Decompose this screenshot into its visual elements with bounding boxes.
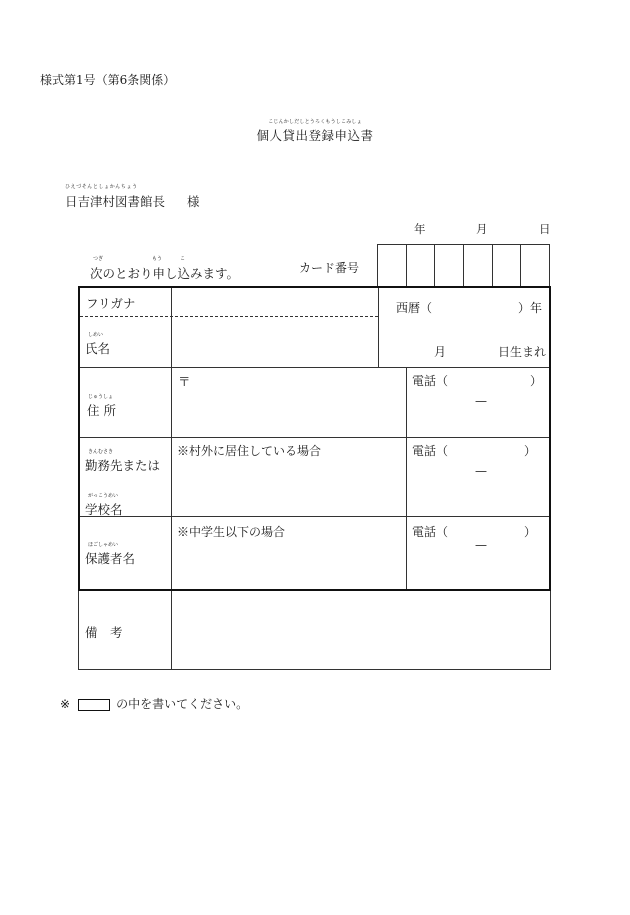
addressee-name: 日吉津村図書館長 [65, 194, 166, 209]
row-divider-1 [80, 367, 549, 368]
intro-text: 次のとおり申し込みます。 [90, 266, 240, 281]
guardian-phone-open: 電話（ [412, 525, 449, 539]
card-number-label: カード番号 [299, 261, 360, 275]
title-ruby: こじんかしだしとうろくもうしこみしょ [268, 119, 362, 125]
work-phone-dash: — [475, 464, 487, 478]
label-column-divider [171, 288, 172, 589]
card-digit-4[interactable] [464, 245, 493, 286]
card-digit-1[interactable] [378, 245, 407, 286]
date-year-label: 年 [414, 222, 426, 236]
intro-ruby-mou: もう [152, 256, 163, 262]
school-ruby: がっこうめい [88, 493, 119, 499]
card-number-boxes[interactable] [377, 244, 550, 286]
work-phone-input[interactable] [450, 440, 522, 460]
row-divider-2 [80, 437, 549, 438]
remarks-bottom-border [78, 669, 551, 670]
name-input[interactable] [174, 319, 376, 365]
bold-box-sample [78, 699, 110, 711]
address-phone-dash: — [475, 394, 487, 408]
table-left-border [78, 286, 80, 591]
card-digit-5[interactable] [493, 245, 522, 286]
card-digit-3[interactable] [435, 245, 464, 286]
remarks-right-border [550, 591, 551, 670]
work-phone-close: ） [524, 444, 537, 458]
furigana-input[interactable] [174, 290, 376, 314]
address-label: 住 所 [87, 403, 116, 418]
remarks-divider [171, 591, 172, 669]
school-label: 学校名 [85, 502, 123, 517]
birth-month-label: 月 [434, 345, 447, 359]
title-text: 個人貸出登録申込書 [256, 128, 374, 143]
birth-day-label: 日生まれ [498, 345, 547, 359]
form-title [255, 118, 375, 144]
name-ruby: しめい [88, 332, 104, 338]
intro-ruby-ko: こ [180, 256, 186, 262]
postal-mark: 〒 [178, 374, 191, 389]
work-input[interactable] [174, 460, 404, 514]
phone-column-divider [406, 368, 407, 589]
guardian-input[interactable] [174, 541, 404, 587]
work-label: 勤務先または [85, 458, 161, 473]
guardian-phone-input[interactable] [450, 521, 522, 541]
addressee [65, 183, 200, 210]
remarks-label: 備 考 [85, 625, 123, 640]
guardian-label: 保護者名 [85, 551, 136, 566]
table-top-border [78, 286, 551, 288]
date-month-label: 月 [476, 222, 488, 236]
work-note: ※村外に居住している場合 [177, 444, 322, 458]
address-input[interactable] [174, 370, 404, 435]
work-ruby: きんむさき [88, 449, 114, 455]
birth-column-divider [378, 288, 379, 368]
form-number: 様式第1号（第6条関係） [40, 73, 176, 87]
address-phone-input[interactable] [450, 370, 528, 390]
footer-note [60, 695, 248, 712]
remarks-input[interactable] [174, 594, 547, 667]
card-digit-6[interactable] [521, 245, 549, 286]
table-right-border [549, 286, 551, 591]
work-phone-open: 電話（ [412, 444, 449, 458]
address-phone-close: ） [530, 374, 543, 388]
footer-text: の中を書いてください。 [116, 697, 249, 711]
furigana-label: フリガナ [86, 296, 136, 311]
remarks-left-border [78, 591, 79, 670]
furigana-dashed-line [80, 316, 378, 317]
row-divider-3 [80, 516, 549, 517]
addressee-honorific: 様 [187, 194, 200, 209]
guardian-ruby: ほごしゃめい [88, 542, 119, 548]
guardian-phone-close: ） [524, 525, 537, 539]
name-label: 氏名 [85, 341, 111, 356]
table-bottom-border [78, 589, 551, 591]
footer-mark: ※ [60, 697, 71, 711]
birth-year-label: ）年 [518, 301, 543, 315]
card-digit-2[interactable] [407, 245, 436, 286]
intro-ruby-tsugi: つぎ [93, 256, 104, 262]
date-day-label: 日 [539, 222, 551, 236]
guardian-note: ※中学生以下の場合 [177, 525, 286, 539]
guardian-phone-dash: — [475, 538, 487, 552]
intro [90, 255, 239, 282]
address-phone-open: 電話（ [412, 374, 449, 388]
address-ruby: じゅうしょ [88, 394, 114, 400]
birth-era-label: 西暦（ [396, 301, 433, 315]
addressee-ruby: ひえづそんとしょかんちょう [65, 184, 138, 190]
